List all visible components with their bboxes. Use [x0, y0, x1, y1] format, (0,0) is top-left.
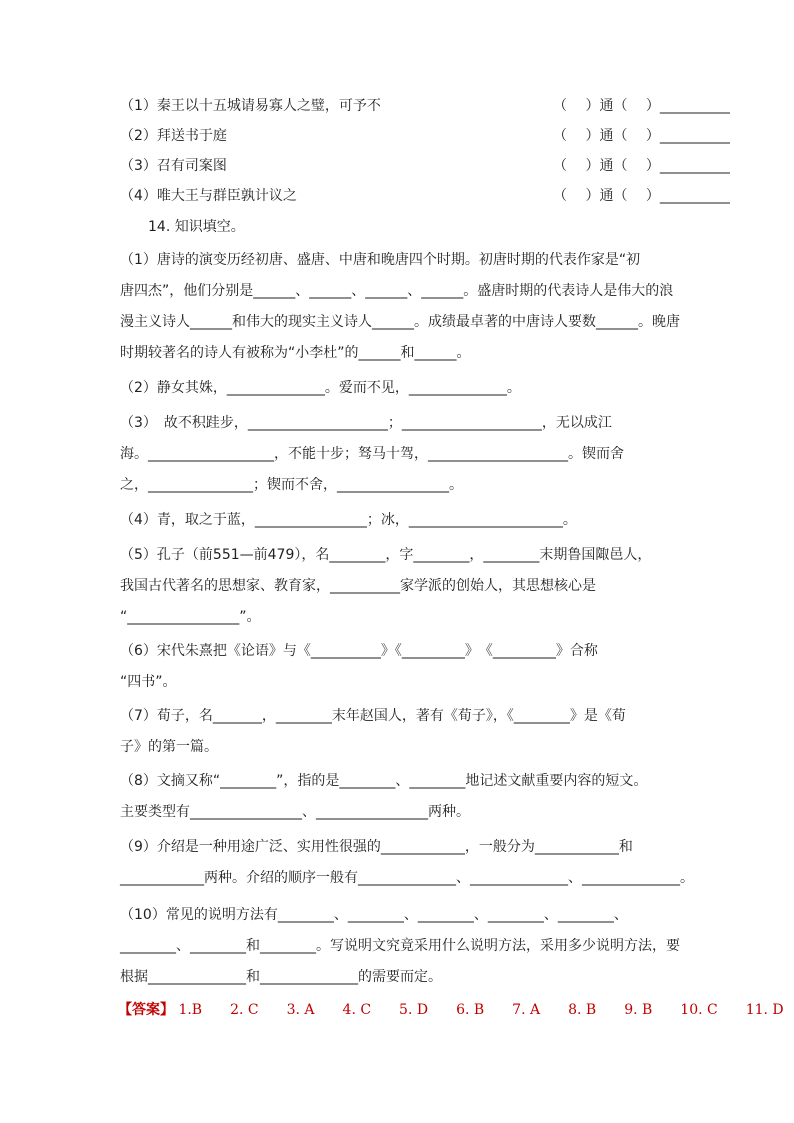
q14-line: 时期较著名的诗人有被称为“小李杜”的______和______。	[120, 345, 471, 361]
q14-line: （4）青，取之于蓝，________________；冰，______________________。	[120, 512, 577, 528]
q14-line: “四书”。	[120, 674, 177, 690]
question-13-item-3	[120, 156, 730, 176]
item-blanks: （ ）通（ ）__________	[553, 188, 730, 204]
item-text: （1）秦王以十五城请易寡人之璧，可予不	[120, 98, 381, 114]
q14-line: 根据______________和______________的需要而定。	[120, 969, 442, 985]
question-13-item-2	[120, 126, 730, 146]
answer-tag: 【答案】	[118, 1002, 174, 1018]
q14-line: （2）静女其姝，______________。爱而不见，______________。	[120, 380, 521, 396]
answer-list: 1.B 2. C 3. A 4. C 5. D 6. B 7. A 8. B 9. B 10. C 11. D	[178, 1002, 784, 1018]
q14-line: ________、________和________。写说明文究竟采用什么说明方法，采用多少说明方法，要	[120, 938, 680, 954]
q14-line: （7）荀子，名_______，________末年赵国人，著有《荀子》，《________》是《荀	[120, 708, 626, 724]
answer-line	[118, 1000, 784, 1020]
q14-line: （1）唐诗的演变历经初唐、盛唐、中唐和晚唐四个时期。初唐时期的代表作家是“初	[120, 252, 641, 268]
q14-line: 主要类型有________________、________________两种。	[120, 804, 470, 820]
q14-line: （5）孔子（前551—前479），名________，字________，________末期鲁国陬邑人，	[120, 547, 652, 563]
q14-line: “________________”。	[120, 609, 261, 625]
q14-line: （8）文摘又称“________”，指的是________、________地记述文献重要内容的短文。	[120, 773, 648, 789]
q14-line: （6）宋代朱熹把《论语》与《__________》《_________》 《_________》合称	[120, 643, 598, 659]
question-14-title: 14. 知识填空。	[148, 219, 245, 235]
q14-line: 子》的第一篇。	[120, 739, 218, 755]
q14-line: 我国古代著名的思想家、教育家，__________家学派的创始人，其思想核心是	[120, 578, 596, 594]
q14-line: 海。__________________，不能十步；驽马十驾，____________________。锲而舍	[120, 446, 624, 462]
item-text: （2）拜送书于庭	[120, 128, 227, 144]
item-blanks: （ ）通（ ）__________	[553, 158, 730, 174]
q14-line: （3） 故不积跬步，____________________；____________________，无以成江	[120, 415, 612, 431]
q14-line: 漫主义诗人______和伟大的现实主义诗人______。成绩最卓著的中唐诗人要数______。晚唐	[120, 314, 680, 330]
question-13-item-4	[120, 186, 730, 206]
q14-line: ____________两种。介绍的顺序一般有______________、______________、______________。	[120, 870, 694, 886]
q14-line: （10）常见的说明方法有________、________、________、________、________、	[120, 907, 628, 923]
question-13-item-1	[120, 96, 730, 116]
q14-line: （9）介绍是一种用途广泛、实用性很强的____________，一般分为____________和	[120, 839, 633, 855]
item-text: （3）召有司案图	[120, 158, 227, 174]
q14-line: 唐四杰”，他们分别是______、______、______、______。盛唐时期的代表诗人是伟大的浪	[120, 283, 674, 299]
item-blanks: （ ）通（ ）__________	[553, 128, 730, 144]
item-text: （4）唯大王与群臣孰计议之	[120, 188, 297, 204]
item-blanks: （ ）通（ ）__________	[553, 98, 730, 114]
q14-line: 之，_______________；锲而不舍，________________。	[120, 477, 463, 493]
